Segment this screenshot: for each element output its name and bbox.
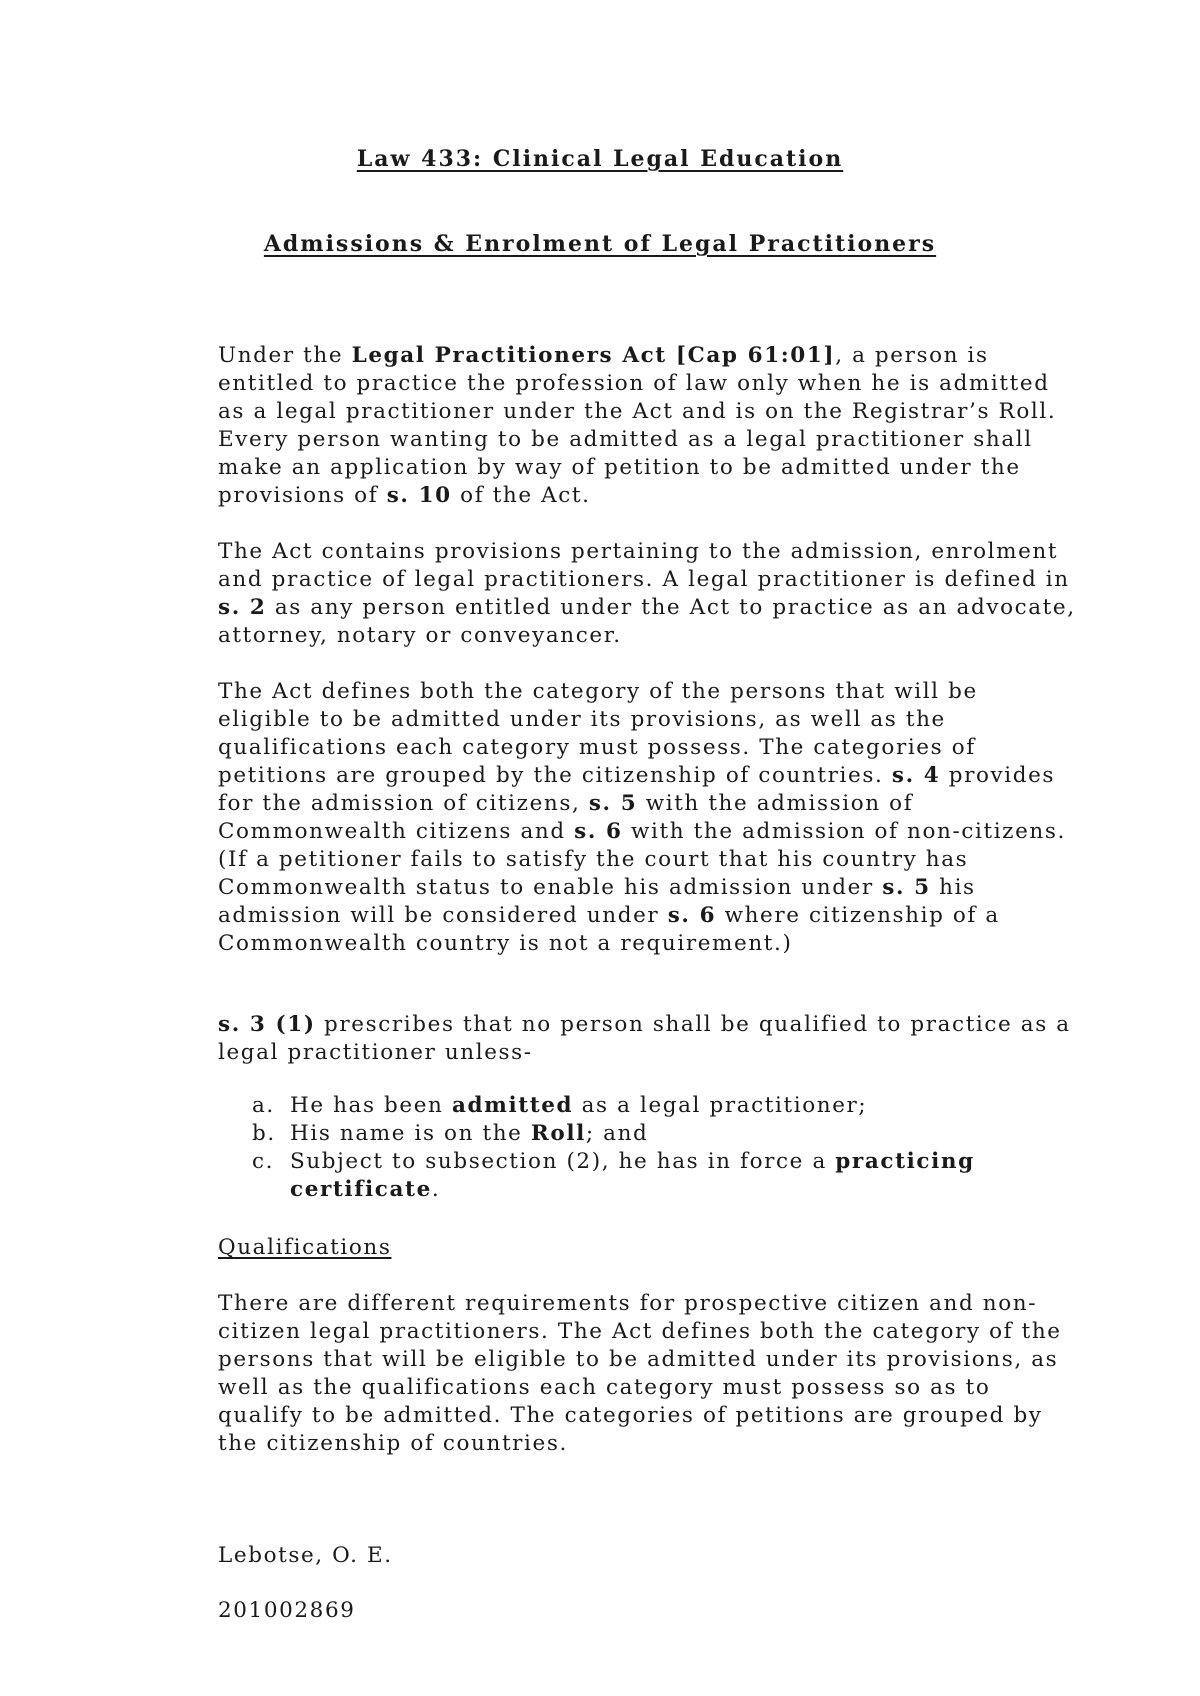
bold-term: s. 2 — [218, 595, 267, 620]
text-run: prescribes that no person shall be qualified to practice as a legal practitioner unless- — [218, 1012, 1071, 1065]
text-run: He has been — [290, 1093, 452, 1118]
paragraph-legal-practitioners-act — [218, 342, 1078, 510]
bold-term: admitted — [451, 1093, 574, 1118]
text-run: The Act defines both the category of the persons that will be eligible to be admitted under its provisions, as well as the qualifications each category must possess. The categories of petitions are grouped by the citizenship of countries. — [218, 679, 978, 788]
text-run: ; and — [585, 1121, 649, 1146]
paragraph-act-provisions — [218, 538, 1078, 650]
bold-term: s. 6 — [574, 819, 623, 844]
list-item — [252, 1092, 1052, 1120]
text-run: with the admission of non-citizens. (If a petitioner fails to satisfy the court that his country has Commonwealth status to enable his admission under — [218, 819, 1066, 900]
text-run: with the admission of Commonwealth citizens and — [218, 791, 914, 844]
bold-term: s. 5 — [882, 875, 931, 900]
bold-term: s. 5 — [588, 791, 638, 816]
course-title: Law 433: Clinical Legal Education — [356, 146, 844, 172]
paragraph-categories — [218, 678, 1078, 958]
text-run: where citizenship of a Commonwealth country is not a requirement.) — [218, 903, 1000, 956]
text-run: as a legal practitioner; — [573, 1093, 868, 1118]
list-item — [252, 1120, 1052, 1148]
document-title: Admissions & Enrolment of Legal Practitioners — [263, 231, 937, 257]
bold-term: practicing certificate — [290, 1149, 975, 1202]
bold-term: Roll — [530, 1121, 586, 1146]
list-item — [252, 1148, 1052, 1204]
list-marker: c. — [252, 1149, 275, 1174]
text-run: Under the — [218, 343, 352, 368]
text-run: his admission will be considered under — [218, 875, 976, 928]
qualifications-heading: Qualifications — [218, 1235, 392, 1260]
bold-term: s. 4 — [891, 763, 941, 788]
text-run: provides for the admission of citizens, — [218, 763, 1056, 816]
text-run: There are different requirements for prospective citizen and non-citizen legal practitioners. The Act defines both the category of the persons that will be eligible to be admitted under its provisions, as well as the qualifications each category must possess so as to qualify to be admitted. The categories of petitions are grouped by the citizenship of countries. — [218, 1291, 1062, 1456]
text-run: as any person entitled under the Act to practice as an advocate, attorney, notary or conveyancer. — [218, 595, 1076, 648]
student-id: 201002869 — [218, 1598, 356, 1623]
paragraph-section-3 — [218, 1011, 1078, 1067]
bold-term: s. 6 — [667, 903, 717, 928]
author-name: Lebotse, O. E. — [218, 1543, 393, 1568]
text-run: , a person is entitled to practice the profession of law only when he is admitted as a legal practitioner under the Act and is on the Registrar’s Roll. Every person wanting to be admitted as a legal practitioner shall make an application by way of petition to be admitted under the provisions of — [218, 343, 1057, 508]
text-run: His name is on the — [290, 1121, 531, 1146]
list-marker: b. — [252, 1121, 276, 1146]
qualification-conditions-list — [252, 1092, 1052, 1204]
text-run: Subject to subsection (2), he has in force a — [290, 1149, 836, 1174]
text-run: The Act contains provisions pertaining to the admission, enrolment and practice of legal practitioners. A legal practitioner is defined in — [218, 539, 1070, 592]
paragraph-qualifications — [218, 1290, 1078, 1458]
list-marker: a. — [252, 1093, 275, 1118]
text-run: of the Act. — [451, 483, 591, 508]
bold-term: Legal Practitioners Act [Cap 61:01] — [351, 343, 836, 368]
text-run: . — [431, 1177, 441, 1202]
bold-term: s. 3 (1) — [218, 1012, 316, 1037]
bold-term: s. 10 — [386, 483, 452, 508]
